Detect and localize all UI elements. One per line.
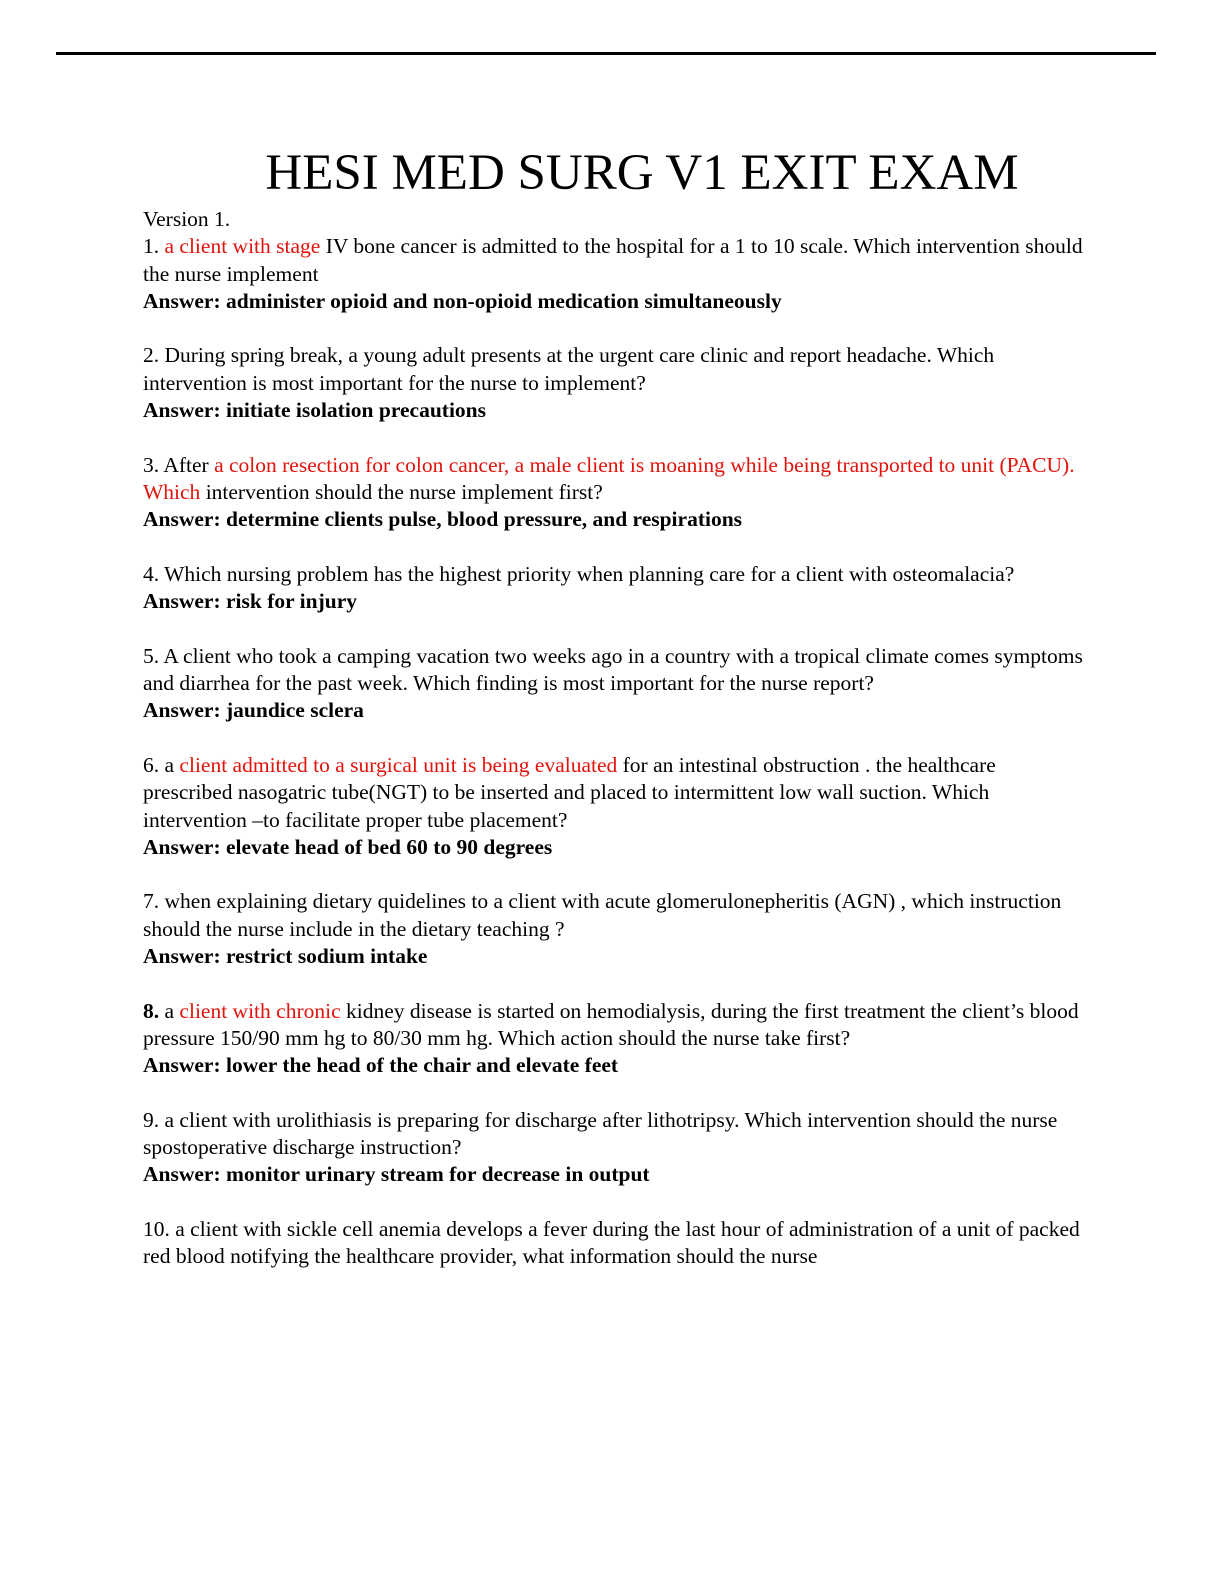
question-text — [143, 1107, 1083, 1162]
question-prefix: After — [163, 452, 215, 477]
highlighted-text: a colon resection for colon cancer, a male client is moaning while being transported to unit (PACU). Which — [143, 452, 1075, 504]
question-item-10 — [143, 1216, 1083, 1271]
question-item-3 — [143, 452, 1083, 534]
question-prefix: a — [164, 998, 180, 1023]
top-rule — [56, 52, 1156, 55]
question-text — [143, 233, 1083, 288]
question-number: 5. — [143, 643, 160, 668]
question-text — [143, 998, 1083, 1053]
question-number: 1. — [143, 234, 160, 259]
question-body: when explaining dietary quidelines to a client with acute glomerulonepheritis (AGN) , which instruction should the nurse include in the dietary teaching ? — [143, 889, 1062, 941]
question-number: 8. — [143, 998, 160, 1023]
highlighted-text: client with chronic — [179, 998, 341, 1023]
answer-text: Answer: administer opioid and non-opioid medication simultaneously — [143, 288, 782, 313]
question-prefix: a — [164, 752, 180, 777]
version-label: Version 1. — [143, 207, 231, 231]
question-body: for an intestinal obstruction . the healthcare prescribed nasogatric tube(NGT) to be inserted and placed to intermittent low wall suction. Which intervention –to facilitate proper tube placement? — [143, 752, 996, 832]
question-number: 9. — [143, 1107, 160, 1132]
highlighted-text: client admitted to a surgical unit is being evaluated — [179, 752, 618, 777]
highlighted-text: a client with stage — [164, 234, 321, 259]
answer-text: Answer: elevate head of bed 60 to 90 degrees — [143, 834, 553, 859]
answer-text: Answer: monitor urinary stream for decrease in output — [143, 1162, 650, 1187]
question-body: a client with sickle cell anemia develops a fever during the last hour of administration of a unit of packed red blood notifying the healthcare provider, what information should the nurse — [143, 1216, 1080, 1269]
question-body: During spring break, a young adult presents at the urgent care clinic and report headache. Which intervention is most important for the nurse to implement? — [143, 343, 995, 395]
answer-text: Answer: jaundice sclera — [143, 698, 364, 723]
question-item-7 — [143, 888, 1083, 970]
question-number: 6. — [143, 752, 160, 777]
question-body: kidney disease is started on hemodialysis, during the first treatment the client’s blood pressure 150/90 mm hg to 80/30 mm hg. Which action should the nurse take first? — [143, 998, 1079, 1050]
question-item-5 — [143, 643, 1083, 725]
answer-text: Answer: restrict sodium intake — [143, 944, 428, 969]
question-body: Which nursing problem has the highest priority when planning care for a client with osteomalacia? — [164, 561, 1015, 586]
question-item-8 — [143, 998, 1083, 1080]
question-number: 7. — [143, 889, 160, 914]
question-text — [143, 452, 1083, 507]
question-text — [143, 1216, 1083, 1271]
question-body: A client who took a camping vacation two weeks ago in a country with a tropical climate comes symptoms and diarrhea for the past week. Which finding is most important for the nurse report? — [143, 643, 1083, 696]
answer-text: Answer: initiate isolation precautions — [143, 398, 487, 423]
question-number: 3. — [143, 452, 160, 477]
question-number: 2. — [143, 343, 160, 368]
question-text — [143, 643, 1083, 698]
question-number: 10. — [143, 1216, 170, 1241]
question-item-4 — [143, 561, 1083, 616]
question-body: IV bone cancer is admitted to the hospital for a 1 to 10 scale. Which intervention should the nurse implement — [143, 234, 1083, 286]
question-text — [143, 888, 1083, 943]
question-number: 4. — [143, 561, 160, 586]
question-text — [143, 342, 1083, 397]
question-text — [143, 752, 1083, 834]
question-body: a client with urolithiasis is preparing for discharge after lithotripsy. Which intervention should the nurse spostoperative discharge instruction? — [143, 1107, 1058, 1160]
question-text — [143, 561, 1083, 588]
question-item-1 — [143, 233, 1083, 315]
answer-text: Answer: lower the head of the chair and elevate feet — [143, 1053, 619, 1078]
page-title: HESI MED SURG V1 EXIT EXAM — [265, 145, 1019, 201]
document-body — [143, 206, 1083, 1298]
question-item-6 — [143, 752, 1083, 861]
answer-text: Answer: risk for injury — [143, 589, 357, 614]
answer-text: Answer: determine clients pulse, blood pressure, and respirations — [143, 507, 743, 532]
question-body: intervention should the nurse implement first? — [200, 479, 603, 504]
question-item-2 — [143, 342, 1083, 424]
question-item-9 — [143, 1107, 1083, 1189]
